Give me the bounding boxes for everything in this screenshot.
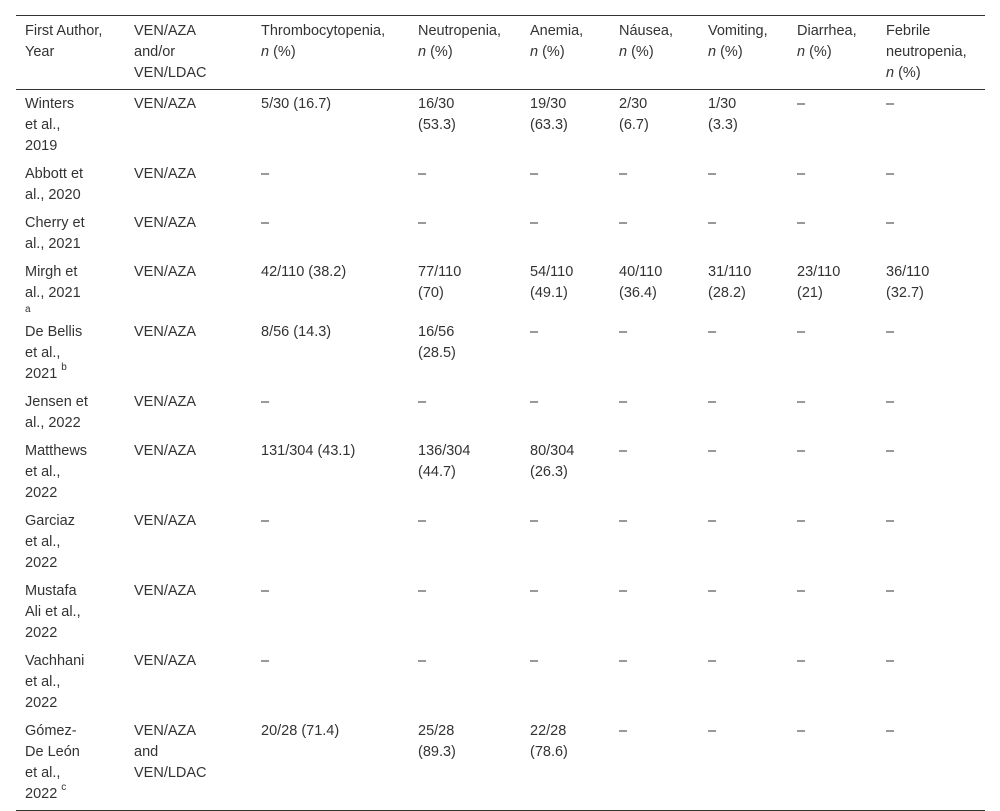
value-cell <box>252 160 409 209</box>
value-cell <box>252 318 409 388</box>
adverse-events-table <box>16 15 985 811</box>
value-text: (89.3) <box>418 744 456 760</box>
column-header <box>699 16 788 90</box>
table-row <box>16 209 985 258</box>
column-header <box>877 16 985 90</box>
value-cell <box>610 577 699 647</box>
value-text: – <box>797 166 806 182</box>
value-cell <box>877 209 985 258</box>
value-text: – <box>797 394 806 410</box>
author-text: Jensen et <box>25 394 88 410</box>
footnote-marker: c <box>61 782 67 794</box>
column-header-unit: (%) <box>627 44 654 60</box>
value-text: (26.3) <box>530 464 568 480</box>
value-text: 77/110 <box>418 264 462 280</box>
value-text: – <box>708 166 717 182</box>
author-cell <box>16 717 125 811</box>
column-header-unit: (%) <box>805 44 832 60</box>
author-text: al., 2020 <box>25 187 81 203</box>
value-cell <box>252 258 409 318</box>
value-cell <box>610 507 699 577</box>
value-cell <box>252 507 409 577</box>
regimen-text: VEN/AZA <box>134 583 197 599</box>
value-cell <box>877 647 985 717</box>
table-row <box>16 717 985 811</box>
author-cell <box>16 388 125 437</box>
regimen-cell <box>125 437 252 507</box>
column-header-n: n <box>418 44 427 60</box>
value-cell <box>252 647 409 717</box>
value-text: – <box>886 324 895 340</box>
value-cell <box>252 577 409 647</box>
value-text: (49.1) <box>530 285 568 301</box>
table-header <box>16 16 985 90</box>
value-text: – <box>886 513 895 529</box>
value-text: – <box>708 394 717 410</box>
table-row <box>16 388 985 437</box>
value-cell <box>877 90 985 161</box>
value-cell <box>699 577 788 647</box>
regimen-text: VEN/AZA <box>134 264 197 280</box>
value-cell <box>788 90 877 161</box>
author-text: 2022 <box>25 555 58 571</box>
value-text: – <box>797 215 806 231</box>
value-text: (28.5) <box>418 345 456 361</box>
value-cell <box>610 647 699 717</box>
footnote-marker: b <box>61 362 67 374</box>
value-cell <box>788 437 877 507</box>
author-text: Winters <box>25 96 75 112</box>
regimen-cell <box>125 577 252 647</box>
author-text: 2022 <box>25 786 58 802</box>
value-cell <box>521 647 610 717</box>
value-text: – <box>797 443 806 459</box>
value-text: 20/28 (71.4) <box>261 723 340 739</box>
value-cell <box>252 388 409 437</box>
regimen-cell <box>125 388 252 437</box>
value-cell <box>788 647 877 717</box>
value-cell <box>877 388 985 437</box>
value-cell <box>409 717 521 811</box>
value-text: – <box>797 723 806 739</box>
value-text: (44.7) <box>418 464 456 480</box>
regimen-cell <box>125 647 252 717</box>
column-header-unit: (%) <box>894 65 921 81</box>
value-text: (78.6) <box>530 744 568 760</box>
author-cell <box>16 160 125 209</box>
value-cell <box>699 388 788 437</box>
column-header-n: n <box>619 44 628 60</box>
regimen-text: VEN/AZA <box>134 653 197 669</box>
value-text: – <box>797 583 806 599</box>
value-cell <box>699 318 788 388</box>
column-header-text: First Author, <box>25 23 103 39</box>
column-header <box>252 16 409 90</box>
column-header-text: Febrile <box>886 23 931 39</box>
value-cell <box>521 437 610 507</box>
author-cell <box>16 647 125 717</box>
value-text: – <box>530 653 539 669</box>
author-text: De Bellis <box>25 324 83 340</box>
value-text: – <box>261 215 270 231</box>
regimen-cell <box>125 160 252 209</box>
value-cell <box>788 318 877 388</box>
author-cell <box>16 258 125 318</box>
value-text: 1/30 <box>708 96 737 112</box>
value-text: – <box>886 653 895 669</box>
value-cell <box>877 258 985 318</box>
value-cell <box>877 160 985 209</box>
author-text: et al., <box>25 534 61 550</box>
author-text: et al., <box>25 117 61 133</box>
value-text: (28.2) <box>708 285 746 301</box>
value-text: – <box>886 394 895 410</box>
value-cell <box>409 388 521 437</box>
author-text: 2022 <box>25 485 58 501</box>
value-cell <box>409 577 521 647</box>
column-header-n: n <box>708 44 717 60</box>
value-cell <box>877 577 985 647</box>
value-text: – <box>886 166 895 182</box>
value-text: – <box>797 513 806 529</box>
value-text: (70) <box>418 285 444 301</box>
author-cell <box>16 577 125 647</box>
author-text: et al., <box>25 765 61 781</box>
value-cell <box>877 717 985 811</box>
value-cell <box>521 90 610 161</box>
value-text: 31/110 <box>708 264 752 280</box>
value-cell <box>699 437 788 507</box>
value-cell <box>521 209 610 258</box>
value-text: (63.3) <box>530 117 568 133</box>
regimen-text: VEN/AZA <box>134 723 197 739</box>
value-cell <box>699 160 788 209</box>
value-text: – <box>708 583 717 599</box>
author-text: 2019 <box>25 138 58 154</box>
value-text: (6.7) <box>619 117 649 133</box>
value-text: – <box>886 443 895 459</box>
value-text: (32.7) <box>886 285 924 301</box>
value-text: – <box>797 653 806 669</box>
author-cell <box>16 209 125 258</box>
author-text: 2022 <box>25 625 58 641</box>
column-header-text: Year <box>25 44 55 60</box>
author-cell <box>16 90 125 161</box>
value-cell <box>521 717 610 811</box>
value-text: – <box>886 96 895 112</box>
value-text: 36/110 <box>886 264 930 280</box>
column-header-text: Náusea, <box>619 23 674 39</box>
value-text: – <box>261 166 270 182</box>
column-header-unit: (%) <box>269 44 296 60</box>
column-header-n: n <box>797 44 806 60</box>
value-text: (21) <box>797 285 823 301</box>
author-text: al., 2021 <box>25 285 81 301</box>
table-body <box>16 90 985 811</box>
author-text: De León <box>25 744 80 760</box>
regimen-cell <box>125 507 252 577</box>
value-text: – <box>797 96 806 112</box>
value-text: – <box>619 583 628 599</box>
value-cell <box>409 90 521 161</box>
value-text: – <box>886 723 895 739</box>
column-header-n: n <box>530 44 539 60</box>
regimen-text: VEN/AZA <box>134 513 197 529</box>
column-header-text: Thrombocytopenia, <box>261 23 386 39</box>
value-cell <box>252 90 409 161</box>
table-row <box>16 437 985 507</box>
value-cell <box>877 507 985 577</box>
value-cell <box>521 160 610 209</box>
column-header <box>788 16 877 90</box>
value-text: 19/30 <box>530 96 567 112</box>
value-cell <box>252 209 409 258</box>
author-text: Gómez- <box>25 723 77 739</box>
table-row <box>16 577 985 647</box>
author-text: 2022 <box>25 695 58 711</box>
regimen-text: VEN/AZA <box>134 96 197 112</box>
value-text: 5/30 (16.7) <box>261 96 332 112</box>
value-cell <box>409 209 521 258</box>
value-text: – <box>530 324 539 340</box>
regimen-text: VEN/LDAC <box>134 765 207 781</box>
author-text: Garciaz <box>25 513 75 529</box>
value-text: – <box>530 583 539 599</box>
value-text: – <box>708 443 717 459</box>
value-cell <box>699 258 788 318</box>
author-cell <box>16 507 125 577</box>
value-cell <box>610 717 699 811</box>
regimen-cell <box>125 717 252 811</box>
value-text: – <box>418 583 427 599</box>
column-header-n: n <box>261 44 270 60</box>
value-text: – <box>619 723 628 739</box>
author-text: Vachhani <box>25 653 85 669</box>
value-cell <box>521 577 610 647</box>
value-cell <box>521 258 610 318</box>
value-text: – <box>530 513 539 529</box>
column-header-text: neutropenia, <box>886 44 967 60</box>
author-text: Cherry et <box>25 215 85 231</box>
column-header-text: Diarrhea, <box>797 23 857 39</box>
value-cell <box>252 437 409 507</box>
value-cell <box>788 577 877 647</box>
column-header <box>125 16 252 90</box>
column-header-text: and/or <box>134 44 176 60</box>
value-cell <box>788 507 877 577</box>
author-text: Mustafa <box>25 583 77 599</box>
author-cell <box>16 437 125 507</box>
value-text: 8/56 (14.3) <box>261 324 332 340</box>
column-header-unit: (%) <box>716 44 743 60</box>
author-text: 2021 <box>25 366 58 382</box>
value-cell <box>610 437 699 507</box>
value-text: – <box>261 653 270 669</box>
value-cell <box>409 437 521 507</box>
value-text: 25/28 <box>418 723 455 739</box>
column-header <box>610 16 699 90</box>
table-row <box>16 90 985 161</box>
value-cell <box>610 90 699 161</box>
value-text: 40/110 <box>619 264 663 280</box>
regimen-text: VEN/AZA <box>134 394 197 410</box>
value-text: 23/110 <box>797 264 841 280</box>
value-text: – <box>261 394 270 410</box>
value-cell <box>788 209 877 258</box>
author-text: Mirgh et <box>25 264 78 280</box>
value-text: – <box>619 324 628 340</box>
value-cell <box>252 717 409 811</box>
value-text: – <box>418 394 427 410</box>
value-text: – <box>619 443 628 459</box>
value-cell <box>877 437 985 507</box>
column-header-text: Neutropenia, <box>418 23 502 39</box>
value-text: – <box>261 513 270 529</box>
column-header <box>16 16 125 90</box>
value-cell <box>610 318 699 388</box>
column-header-unit: (%) <box>538 44 565 60</box>
value-cell <box>521 507 610 577</box>
value-text: – <box>619 653 628 669</box>
value-text: 2/30 <box>619 96 648 112</box>
regimen-text: VEN/AZA <box>134 166 197 182</box>
table-row <box>16 647 985 717</box>
table-row <box>16 507 985 577</box>
value-text: 54/110 <box>530 264 574 280</box>
value-cell <box>610 160 699 209</box>
column-header-unit: (%) <box>426 44 453 60</box>
adverse-events-table-container <box>16 15 985 811</box>
value-text: – <box>418 513 427 529</box>
column-header-n: n <box>886 65 895 81</box>
author-text: Ali et al., <box>25 604 81 620</box>
value-text: (36.4) <box>619 285 657 301</box>
value-cell <box>409 160 521 209</box>
value-text: – <box>418 215 427 231</box>
value-cell <box>788 160 877 209</box>
author-text: et al., <box>25 464 61 480</box>
author-text: Abbott et <box>25 166 84 182</box>
value-text: 16/30 <box>418 96 455 112</box>
value-cell <box>788 258 877 318</box>
table-row <box>16 160 985 209</box>
value-cell <box>788 388 877 437</box>
value-text: – <box>619 166 628 182</box>
value-text: – <box>530 215 539 231</box>
regimen-cell <box>125 318 252 388</box>
value-cell <box>788 717 877 811</box>
value-text: (3.3) <box>708 117 738 133</box>
column-header-text: Anemia, <box>530 23 584 39</box>
value-text: – <box>530 394 539 410</box>
value-cell <box>699 209 788 258</box>
value-text: – <box>797 324 806 340</box>
header-row <box>16 16 985 90</box>
value-text: 80/304 <box>530 443 575 459</box>
value-text: – <box>708 215 717 231</box>
footnote-marker: a <box>25 304 31 315</box>
author-text: et al., <box>25 674 61 690</box>
value-text: 16/56 <box>418 324 455 340</box>
value-cell <box>610 258 699 318</box>
value-text: – <box>530 166 539 182</box>
value-cell <box>521 318 610 388</box>
value-text: – <box>619 513 628 529</box>
author-text: al., 2022 <box>25 415 81 431</box>
column-header-text: Vomiting, <box>708 23 768 39</box>
value-cell <box>877 318 985 388</box>
value-text: – <box>886 583 895 599</box>
value-text: 131/304 (43.1) <box>261 443 356 459</box>
value-cell <box>610 209 699 258</box>
value-cell <box>409 507 521 577</box>
column-header <box>409 16 521 90</box>
value-cell <box>699 507 788 577</box>
regimen-text: VEN/AZA <box>134 215 197 231</box>
column-header-text: VEN/LDAC <box>134 65 207 81</box>
value-text: 42/110 (38.2) <box>261 264 347 280</box>
value-cell <box>699 647 788 717</box>
author-text: et al., <box>25 345 61 361</box>
value-text: 22/28 <box>530 723 567 739</box>
author-text: al., 2021 <box>25 236 81 252</box>
author-cell <box>16 318 125 388</box>
value-text: – <box>619 215 628 231</box>
value-cell <box>699 717 788 811</box>
value-text: – <box>261 583 270 599</box>
regimen-text: and <box>134 744 159 760</box>
table-row <box>16 318 985 388</box>
regimen-text: VEN/AZA <box>134 443 197 459</box>
regimen-text: VEN/AZA <box>134 324 197 340</box>
value-text: – <box>418 653 427 669</box>
value-cell <box>610 388 699 437</box>
table-row <box>16 258 985 318</box>
column-header <box>521 16 610 90</box>
value-text: – <box>619 394 628 410</box>
value-text: – <box>418 166 427 182</box>
value-text: 136/304 <box>418 443 471 459</box>
value-cell <box>521 388 610 437</box>
regimen-cell <box>125 258 252 318</box>
value-cell <box>409 647 521 717</box>
value-text: – <box>708 513 717 529</box>
value-text: – <box>708 653 717 669</box>
value-text: – <box>708 723 717 739</box>
value-text: – <box>708 324 717 340</box>
column-header-text: VEN/AZA <box>134 23 197 39</box>
value-cell <box>699 90 788 161</box>
value-text: – <box>886 215 895 231</box>
value-text: (53.3) <box>418 117 456 133</box>
author-text: Matthews <box>25 443 88 459</box>
regimen-cell <box>125 209 252 258</box>
value-cell <box>409 258 521 318</box>
regimen-cell <box>125 90 252 161</box>
value-cell <box>409 318 521 388</box>
